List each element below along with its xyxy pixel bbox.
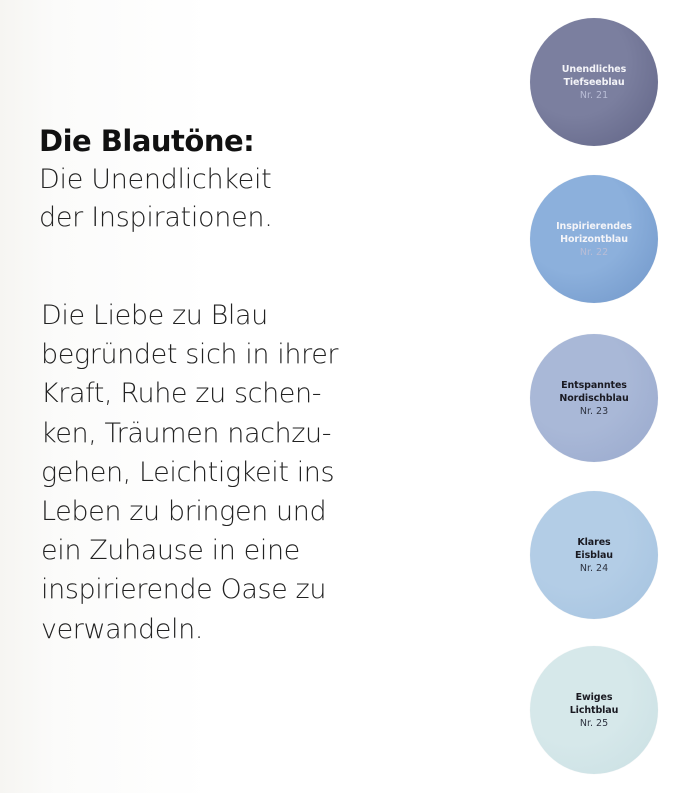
body-line: Die Liebe zu Blau	[41, 300, 268, 331]
subtitle-line: Die Unendlichkeit	[39, 164, 272, 195]
swatch-name: Nordischblau	[559, 392, 629, 404]
body-line: begründet sich in ihrer	[41, 339, 339, 371]
swatch-number: Nr. 23	[579, 405, 609, 417]
swatch-number: Nr. 22	[579, 246, 609, 258]
body-paragraph	[41, 296, 338, 649]
swatch-name: Klares	[577, 536, 611, 548]
body-line: ken, Träumen nachzu-	[41, 417, 332, 449]
swatch-name: Entspanntes	[561, 379, 627, 391]
body-line: inspirierende Oase zu	[41, 574, 327, 606]
page-title: Die Blautöne:	[39, 124, 255, 158]
color-swatch-lichtblau	[530, 646, 658, 774]
color-swatch-nordischblau	[530, 334, 658, 462]
swatch-name: Lichtblau	[569, 704, 619, 716]
swatch-name: Tiefseeblau	[563, 76, 625, 88]
color-swatch-tiefseeblau	[530, 18, 658, 146]
swatch-name: Eisblau	[575, 549, 613, 561]
swatch-number: Nr. 24	[579, 562, 609, 574]
page-subtitle	[39, 161, 273, 237]
body-line: gehen, Leichtigkeit ins	[41, 456, 335, 488]
swatch-name: Unendliches	[561, 63, 627, 75]
color-swatch-horizontblau	[530, 175, 658, 303]
body-line: ein Zuhause in eine	[41, 535, 300, 567]
swatch-name: Horizontblau	[560, 233, 628, 245]
swatch-name: Inspirierendes	[556, 220, 632, 232]
body-line: verwandeln.	[41, 613, 203, 645]
subtitle-line: der Inspirationen.	[39, 202, 273, 233]
swatch-number: Nr. 21	[579, 89, 609, 101]
swatch-name: Ewiges	[575, 691, 613, 703]
body-line: Leben zu bringen und	[41, 496, 327, 528]
color-swatch-eisblau	[530, 491, 658, 619]
body-line: Kraft, Ruhe zu schen-	[41, 378, 322, 410]
swatch-number: Nr. 25	[579, 717, 609, 729]
